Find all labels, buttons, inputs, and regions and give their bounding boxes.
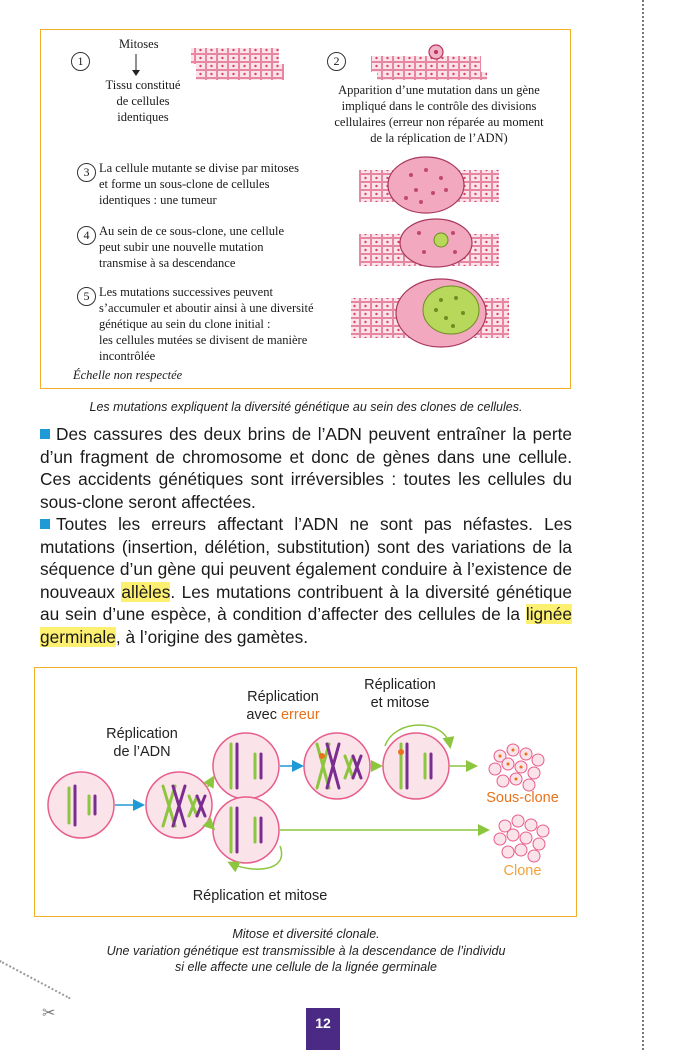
figure1-caption: Les mutations expliquent la diversité génétique au sein des clones de cellules. (89, 400, 523, 414)
sous-clone-cluster (489, 744, 544, 791)
label-replication-adn: Réplication de l’ADN (106, 726, 178, 760)
highlight-alleles: allèles (121, 581, 171, 602)
page-number: 12 (306, 1008, 340, 1050)
step2-description: Apparition d’une mutation dans un gène impliqué dans le contrôle des divisions cellulaires (erreur non réparée au moment de la réplication de l’ADN) (334, 83, 544, 145)
tumor-new-mutation (359, 219, 499, 267)
step5-description: Les mutations successives peuvent s’accumuler et aboutir ainsi à une diversité génétique au sein du clone initial : les cellules mutées se divisent de manière incontrôlée (99, 285, 314, 363)
cell-circle (383, 733, 449, 799)
step1-description: Tissu constitué de cellules identiques (105, 78, 181, 124)
scissors-icon: ✂ (42, 1005, 56, 1022)
label-clone: Clone (503, 863, 542, 879)
highlight-lignee-germinale: lignée germinale (40, 604, 572, 647)
label-sous-clone: Sous-clone (486, 790, 559, 806)
cell-circle (48, 772, 114, 838)
step-number: 5 (77, 287, 96, 306)
clone-cluster (494, 815, 549, 862)
tissue-with-mutation (371, 45, 487, 80)
label-replication-mitose: Réplication et mitose (364, 677, 436, 711)
tumor-diversity (351, 279, 509, 347)
tissue-identical-cells (191, 48, 284, 80)
bullet-square-icon (40, 519, 50, 529)
figure-clonal-diversity (34, 667, 577, 917)
step3-description: La cellule mutante se divise par mitoses et forme un sous-clone de cellules identiques : une tumeur (99, 161, 299, 207)
cell-circle (304, 733, 370, 799)
step-number: 3 (77, 163, 96, 182)
scale-note: Échelle non respectée (73, 368, 183, 382)
label-replication-mitose-bottom: Réplication et mitose (192, 888, 328, 904)
cut-line-vertical (642, 0, 644, 1050)
cell-circle (213, 733, 279, 799)
step-number: 4 (77, 226, 96, 245)
cell-circle (213, 797, 279, 863)
step-number: 2 (327, 52, 346, 71)
paragraph-2: Toutes les erreurs affectant l’ADN ne sont pas néfastes. Les mutations (insertion, délétion, substitution) sont des variations de la séquence d’un gène qui peuvent également conduire à l’existence de nouveaux allèles. Les mutations contribuent à la diversité génétique au sein d’une espèce, à condition d’affecter des cellules de la lignée germinale, à l’origine des gamètes. (40, 514, 572, 647)
figure2-caption: Mitose et diversité clonale. Une variation génétique est transmissible à la descendance de l’individu si elle affecte une cellule de la lignée germinale (106, 927, 506, 974)
bullet-square-icon (40, 429, 50, 439)
mitoses-label: Mitoses (119, 37, 159, 51)
paragraph-1: Des cassures des deux brins de l’ADN peuvent entraîner la perte d’un fragment de chromosome et donc de gènes dans une cellule. Ces accidents génétiques sont irréversibles : toutes les cellules du sous-clone seront affectées. (40, 424, 572, 512)
step4-description: Au sein de ce sous-clone, une cellule peut subir une nouvelle mutation transmise à sa descendance (99, 224, 285, 270)
step-number: 1 (71, 52, 90, 71)
label-replication-erreur: Réplication avec erreur (246, 689, 320, 723)
tumor-subclone (359, 157, 499, 213)
figure-mutations (40, 29, 571, 389)
